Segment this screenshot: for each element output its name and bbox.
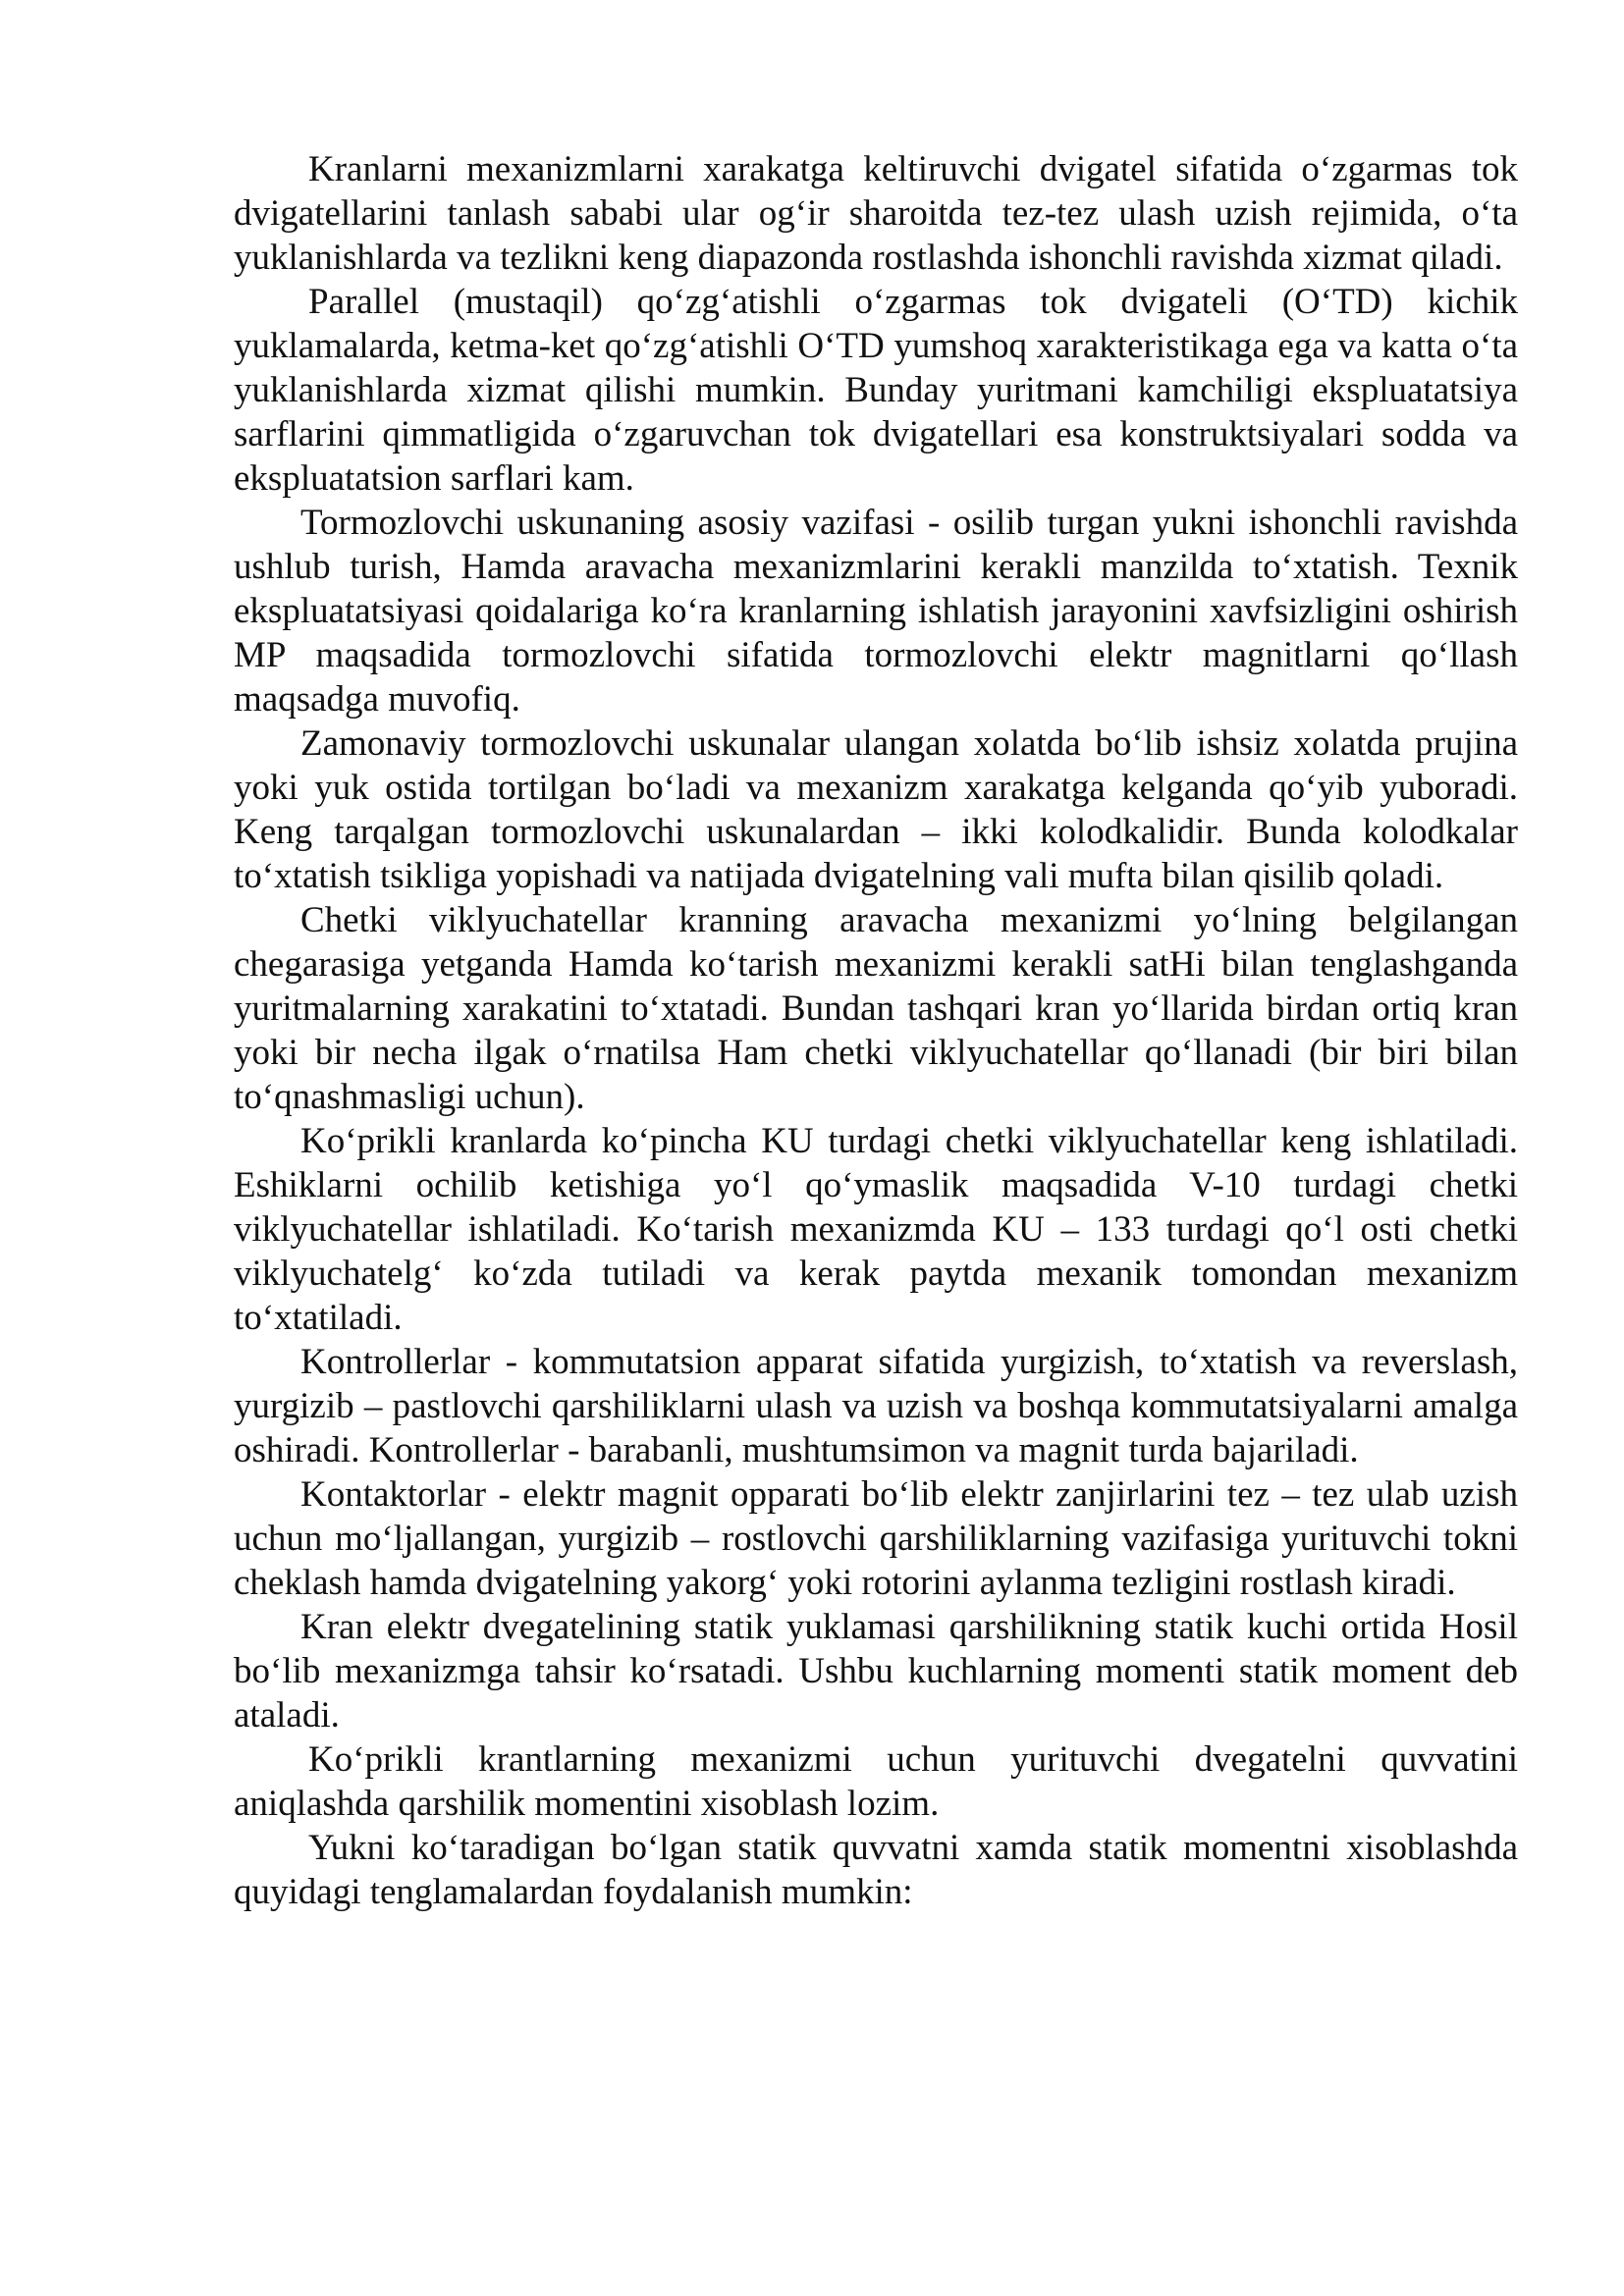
paragraph-dc-motor-choice: Kranlarni mexanizmlarni xarakatga keltiruvchi dvigatel sifatida o‘zgarmas tok dvigatellarini tanlash sababi ular og‘ir sharoitda tez-tez ulash uzish rejimida, o‘ta yuklanishlarda va tezlikni keng diapazonda rostlashda ishonchli ravishda xizmat qiladi. xyxy=(234,149,1518,278)
paragraph-parallel-excitation: Parallel (mustaqil) qo‘zg‘atishli o‘zgarmas tok dvigateli (O‘TD) kichik yuklamalarda, ketma-ket qo‘zg‘atishli O‘TD yumshoq xarakteristikaga ega va katta o‘ta yuklanishlarda xizmat qilishi mumkin. Bunday yuritmani kamchiligi ekspluatatsiya sarflarini qimmatligida o‘zgaruvchan tok dvigatellari esa konstruktsiyalari sodda va ekspluatatsion sarflari kam. xyxy=(234,282,1518,499)
paragraph-controllers: Kontrollerlar - kommutatsion apparat sifatida yurgizish, to‘xtatish va reverslash, yurgizib – pastlovchi qarshiliklarni ulash va uzish va boshqa kommutatsiyalarni amalga oshiradi. Kontrollerlar - barabanli, mushtumsimon va magnit turda bajariladi. xyxy=(234,1342,1518,1470)
paragraph-modern-brakes: Zamonaviy tormozlovchi uskunalar ulangan xolatda bo‘lib ishsiz xolatda prujina yoki yuk ostida tortilgan bo‘ladi va mexanizm xarakatga kelganda qo‘yib yuboradi. Keng tarqalgan tormozlovchi uskunalardan – ikki kolodkalidir. Bunda kolodkalar to‘xtatish tsikliga yopishadi va natijada dvigatelning vali mufta bilan qisilib qoladi. xyxy=(234,723,1518,896)
document-page xyxy=(234,147,1518,1914)
paragraph-braking-device: Tormozlovchi uskunaning asosiy vazifasi - osilib turgan yukni ishonchli ravishda ushlub turish, Hamda aravacha mexanizmlarini kerakli manzilda to‘xtatish. Texnik ekspluatatsiyasi qoidalariga ko‘ra kranlarning ishlatish jarayonini xavfsizligini oshirish MP maqsadida tormozlovchi sifatida tormozlovchi elektr magnitlarni qo‘llash maqsadga muvofiq. xyxy=(234,503,1518,720)
paragraph-bridge-crane-switches: Ko‘prikli kranlarda ko‘pincha KU turdagi chetki viklyuchatellar keng ishlatiladi. Eshiklarni ochilib ketishiga yo‘l qo‘ymaslik maqsadida V-10 turdagi chetki viklyuchatellar ishlatiladi. Ko‘tarish mexanizmda KU – 133 turdagi qo‘l osti chetki viklyuchatelg‘ ko‘zda tutiladi va kerak paytda mexanik tomondan mexanizm to‘xtatiladi. xyxy=(234,1121,1518,1338)
paragraph-limit-switches: Chetki viklyuchatellar kranning aravacha mexanizmi yo‘lning belgilangan chegarasiga yetganda Hamda ko‘tarish mexanizmi kerakli satHi bilan tenglashganda yuritmalarning xarakatini to‘xtatadi. Bundan tashqari kran yo‘llarida birdan ortiq kran yoki bir necha ilgak o‘rnatilsa Ham chetki viklyuchatellar qo‘llanadi (bir biri bilan to‘qnashmasligi uchun). xyxy=(234,900,1518,1117)
paragraph-resistance-moment: Ko‘prikli krantlarning mexanizmi uchun yurituvchi dvegatelni quvvatini aniqlashda qarshilik momentini xisoblash lozim. xyxy=(234,1739,1518,1824)
paragraph-static-load: Kran elektr dvegatelining statik yuklamasi qarshilikning statik kuchi ortida Hosil bo‘lib mexanizmga tahsir ko‘rsatadi. Ushbu kuchlarning momenti statik moment deb ataladi. xyxy=(234,1607,1518,1735)
paragraph-contactors: Kontaktorlar - elektr magnit opparati bo‘lib elektr zanjirlarini tez – tez ulab uzish uchun mo‘ljallangan, yurgizib – rostlovchi qarshiliklarning vazifasiga yurituvchi tokni cheklash hamda dvigatelning yakorg‘ yoki rotorini aylanma tezligini rostlash kiradi. xyxy=(234,1474,1518,1603)
paragraph-static-power: Yukni ko‘taradigan bo‘lgan statik quvvatni xamda statik momentni xisoblashda quyidagi tenglamalardan foydalanish mumkin: xyxy=(234,1828,1518,1912)
